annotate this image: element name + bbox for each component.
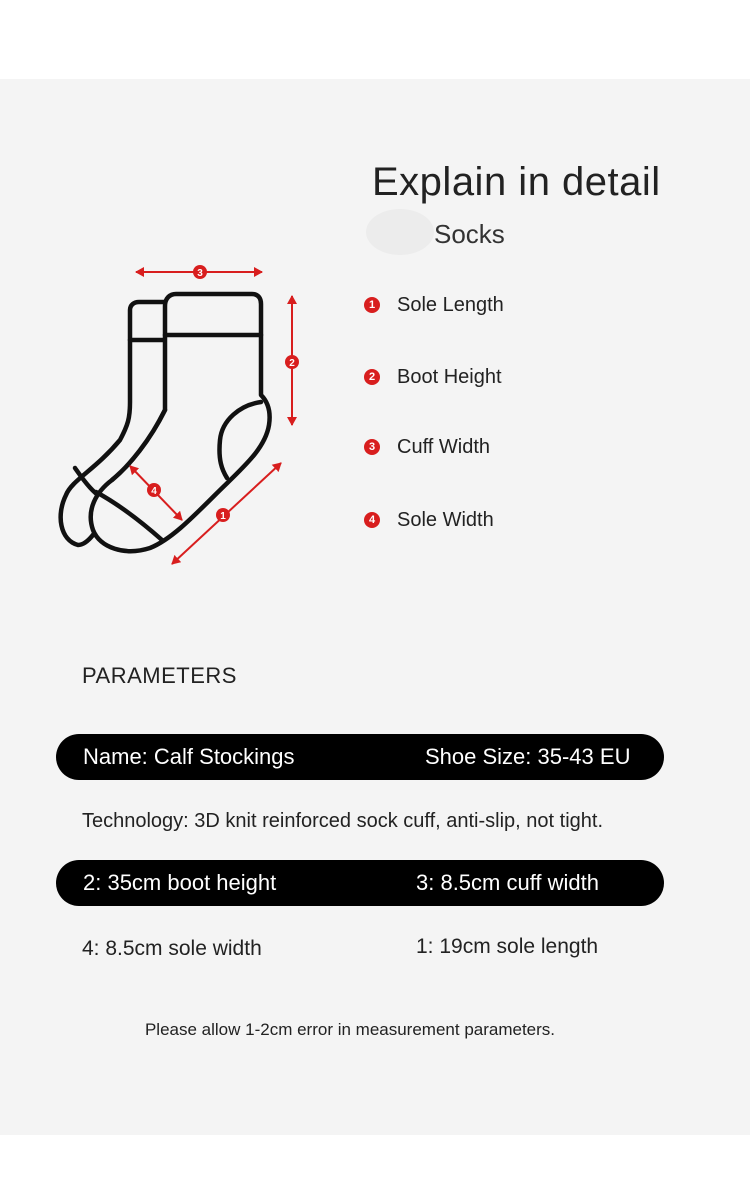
svg-text:4: 4: [151, 486, 157, 497]
page-title: Explain in detail: [372, 160, 661, 204]
legend-item-cuff-width: [364, 432, 490, 462]
sole-width-spec: 4: 8.5cm sole width: [82, 937, 262, 960]
number-badge-icon: 4: [364, 512, 380, 528]
legend-label: Sole Width: [397, 508, 494, 531]
height-width-bar: [56, 860, 664, 906]
technology-text: Technology: 3D knit reinforced sock cuff, anti-slip, not tight.: [82, 810, 604, 832]
marker-cuff-width: [193, 265, 207, 279]
legend-item-sole-length: [364, 290, 504, 320]
name-size-bar: [56, 734, 664, 780]
number-badge-icon: 3: [364, 439, 380, 455]
blurred-brand-logo: [366, 209, 434, 255]
number-badge-icon: 1: [364, 297, 380, 313]
sock-measurement-diagram: [50, 255, 310, 575]
boot-height-spec: 2: 35cm boot height: [83, 870, 277, 895]
marker-boot-height: [285, 355, 299, 369]
sole-length-spec: 1: 19cm sole length: [416, 935, 599, 958]
number-badge-icon: 2: [364, 369, 380, 385]
legend-item-sole-width: [364, 505, 494, 535]
parameters-heading: PARAMETERS: [82, 663, 237, 688]
marker-sole-width: [147, 483, 161, 497]
svg-text:3: 3: [197, 268, 203, 279]
cuff-width-spec: 3: 8.5cm cuff width: [416, 870, 600, 895]
product-name: Name: Calf Stockings: [83, 744, 295, 769]
marker-sole-length: [216, 508, 230, 522]
legend-item-boot-height: [364, 362, 502, 392]
svg-text:1: 1: [220, 511, 226, 522]
front-sock-outline: [91, 294, 270, 551]
legend-label: Cuff Width: [397, 435, 490, 458]
legend-label: Boot Height: [397, 365, 502, 388]
shoe-size: Shoe Size: 35-43 EU: [425, 744, 631, 769]
legend-label: Sole Length: [397, 293, 504, 316]
svg-text:2: 2: [289, 358, 295, 369]
measurement-note: Please allow 1-2cm error in measurement parameters.: [144, 1020, 556, 1039]
page-subtitle: Socks: [434, 219, 505, 249]
